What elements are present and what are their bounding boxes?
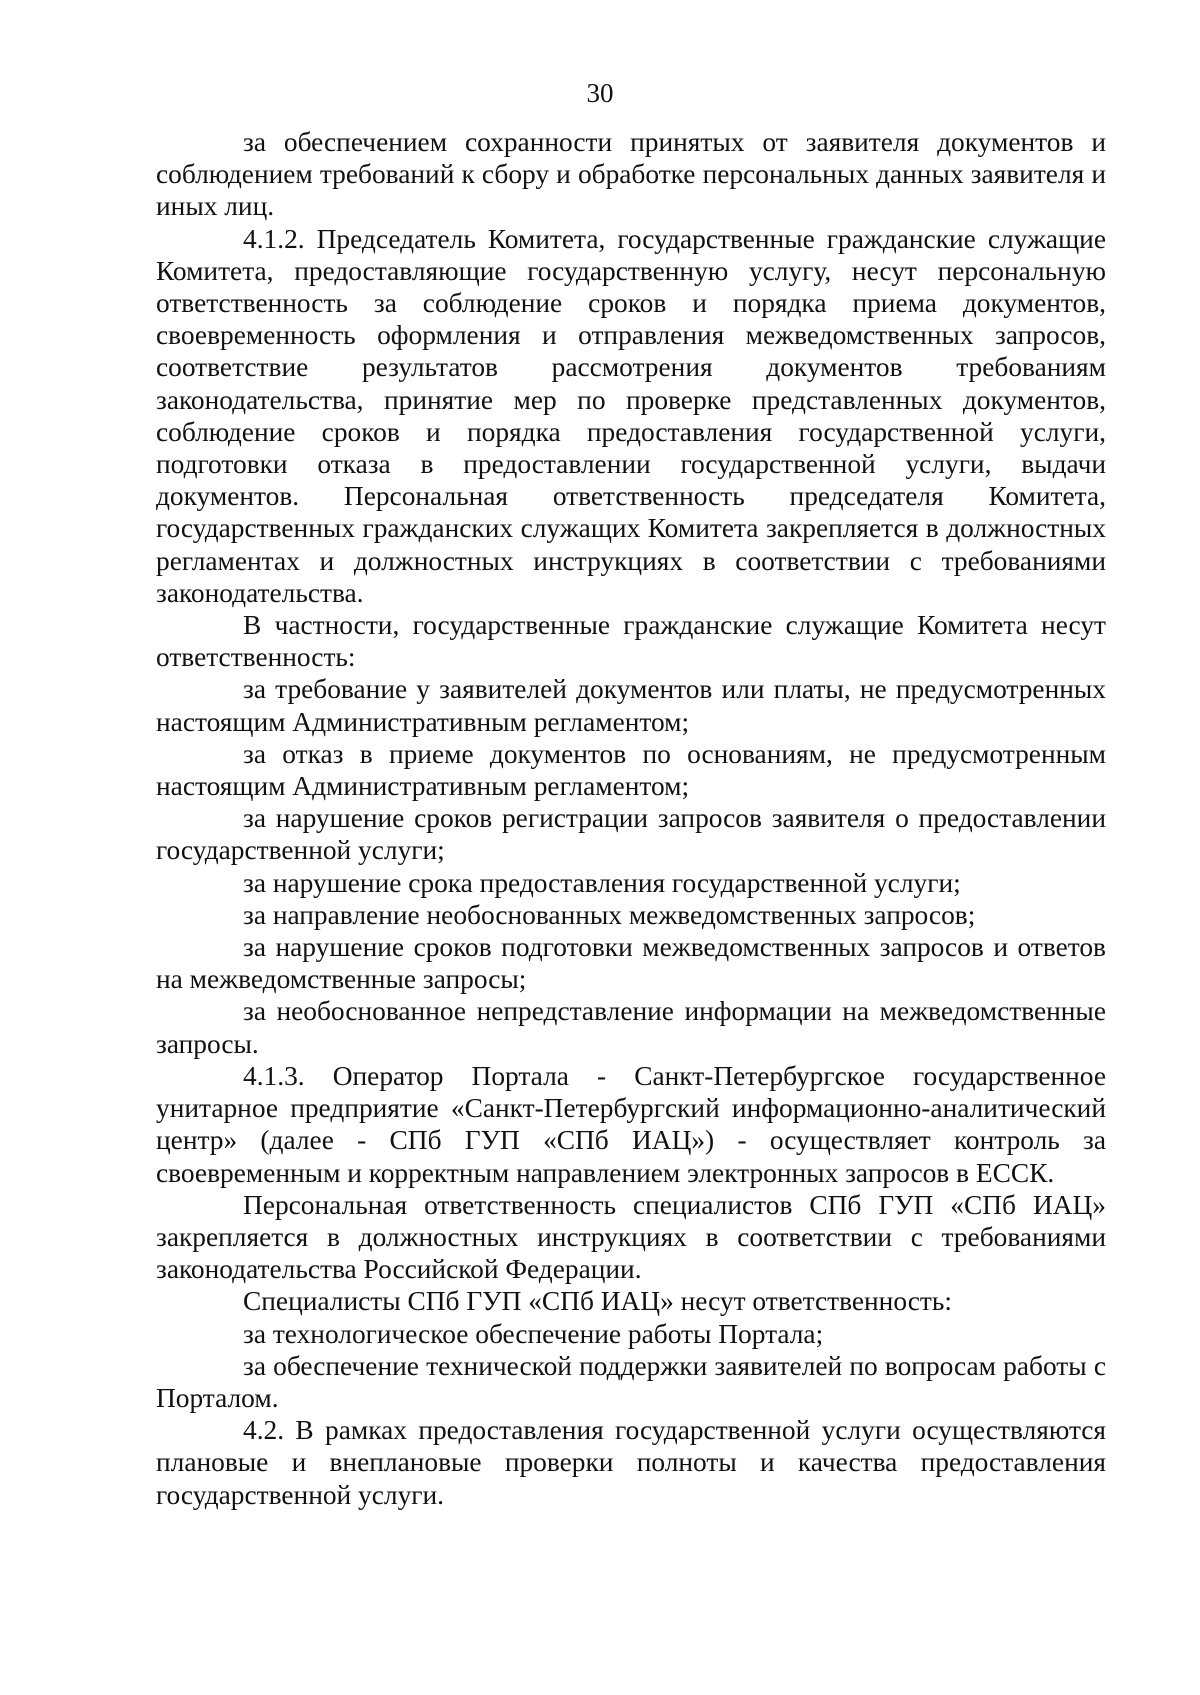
list-item-portal-technology: за технологическое обеспечение работы Портала; <box>243 1318 824 1349</box>
page-number: 30 <box>586 78 614 108</box>
list-item-non-provision: за необоснованное непредставление информации на межведомственные запросы. <box>156 996 1106 1059</box>
paragraph-iac-personal-responsibility: Персональная ответственность специалистов СПб ГУП «СПб ИАЦ» закрепляется в должностных инструкциях в соответствии с требованиями законодательства Российской Федерации. <box>156 1189 1106 1285</box>
paragraph-4-1-2: 4.1.2. Председатель Комитета, государственные гражданские служащие Комитета, предоставляющие государственную услугу, несут персональную ответственность за соблюдение сроков и порядка приема документов, своевременность оформления и отправления межведомственных запросов, соответствие результатов рассмотрения документов требованиям законодательства, принятие мер по проверке представленных документов, соблюдение сроков и порядка предоставления государственной услуги, подготовки отказа в предоставлении государственной услуги, выдачи документов. Персональная ответственность председателя Комитета, государственных гражданских служащих Комитета закрепляется в должностных регламентах и должностных инструкциях в соответствии с требованиями законодательства. <box>156 223 1106 608</box>
list-item-registration-deadlines: за нарушение сроков регистрации запросов заявителя о предоставлении государственной услуги; <box>156 803 1106 866</box>
paragraph-iac-specialists: Специалисты СПб ГУП «СПб ИАЦ» несут ответственность: <box>243 1286 952 1317</box>
paragraph-continuation: за обеспечением сохранности принятых от заявителя документов и соблюдением требований к сбору и обработке персональных данных заявителя и иных лиц. <box>156 127 1106 222</box>
document-body <box>156 126 1106 1511</box>
paragraph-4-2: 4.2. В рамках предоставления государственной услуги осуществляются плановые и внеплановые проверки полноты и качества предоставления государственной услуги. <box>156 1415 1106 1510</box>
paragraph-4-1-3: 4.1.3. Оператор Портала - Санкт-Петербургское государственное унитарное предприятие «Санкт-Петербургский информационно-аналитический центр» (далее - СПб ГУП «СПб ИАЦ») - осуществляет контроль за своевременным и корректным направлением электронных запросов в ЕССК. <box>156 1060 1106 1188</box>
list-item-documents-or-fees: за требование у заявителей документов или платы, не предусмотренных настоящим Административным регламентом; <box>156 674 1106 737</box>
list-item-service-deadline: за нарушение срока предоставления государственной услуги; <box>243 867 961 898</box>
list-item-request-preparation: за нарушение сроков подготовки межведомственных запросов и ответов на межведомственные запросы; <box>156 932 1106 995</box>
list-item-technical-support: за обеспечение технической поддержки заявителей по вопросам работы с Порталом. <box>156 1350 1106 1413</box>
paragraph-responsibility-intro: В частности, государственные гражданские служащие Комитета несут ответственность: <box>156 610 1106 673</box>
list-item-unjustified-requests: за направление необоснованных межведомственных запросов; <box>243 899 976 930</box>
list-item-refusal-to-accept: за отказ в приеме документов по основаниям, не предусмотренным настоящим Административным регламентом; <box>156 738 1106 802</box>
